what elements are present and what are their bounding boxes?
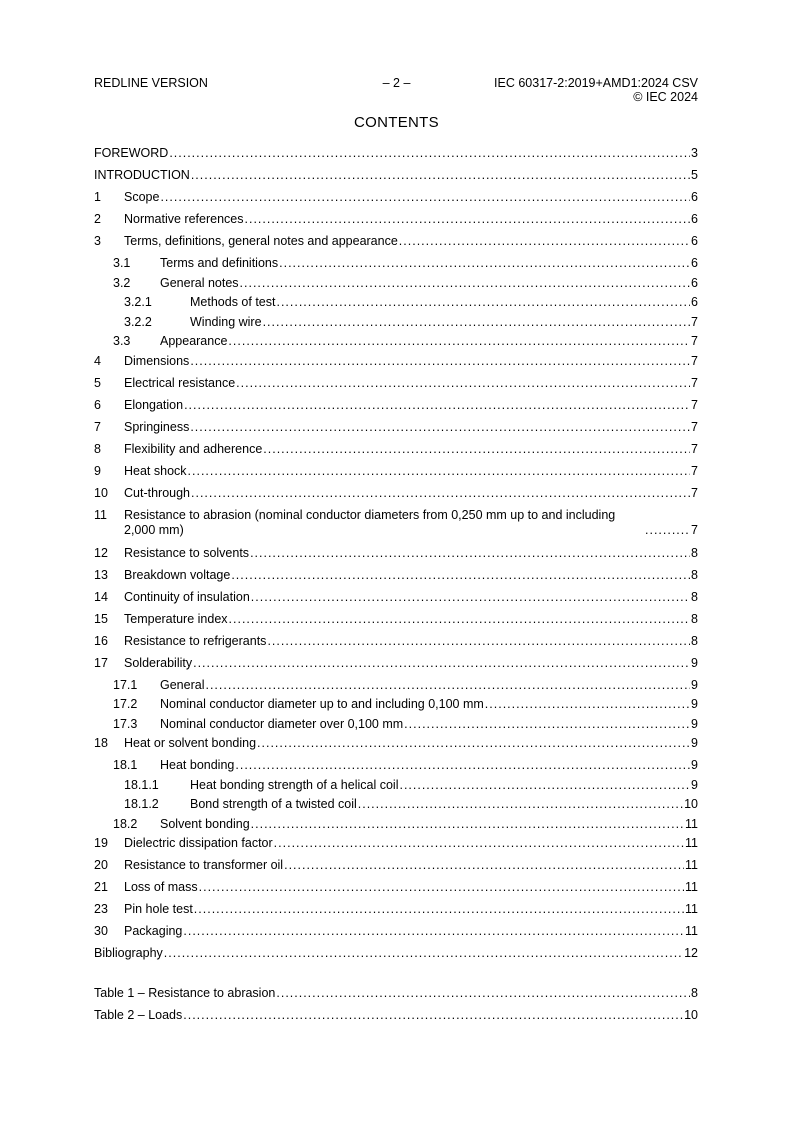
toc-entry-number: 3.2.2 (124, 314, 152, 329)
toc-entry-number: 10 (94, 485, 108, 500)
toc-entry-title: General notes (160, 275, 239, 290)
toc-entry-number: 2 (94, 212, 101, 226)
toc-entry-number: 20 (94, 858, 108, 872)
toc-entry-page: 7 (691, 463, 698, 478)
toc-entry-title: Appearance (160, 334, 228, 348)
toc-entry-title: Nominal conductor diameter up to and including 0,100 mm (160, 697, 484, 711)
toc-entry-page: 7 (691, 375, 698, 390)
toc-entry[interactable] (94, 486, 698, 508)
toc-entry-title: Resistance to abrasion (nominal conductor diameters from 0,250 mm up to and including 2,000 mm) (124, 507, 616, 537)
toc-entry-number: 9 (94, 463, 101, 478)
header-standard-number: IEC 60317-2:2019+AMD1:2024 CSV (494, 76, 698, 90)
toc-entry[interactable] (94, 315, 698, 335)
toc-entry-page: 11 (685, 902, 698, 916)
toc-entry-page: 8 (691, 633, 698, 648)
toc-entry-title: FOREWORD (94, 146, 169, 160)
toc-entry-title: Table 1 – Resistance to abrasion (94, 986, 276, 1000)
toc-entry-number: 12 (94, 545, 108, 560)
toc-entry-number: 21 (94, 880, 108, 894)
toc-entry-number: 17.1 (113, 677, 138, 692)
toc-entry[interactable] (94, 797, 698, 817)
toc-entry-title: Nominal conductor diameter over 0,100 mm (160, 716, 404, 731)
dot-leader (169, 146, 690, 161)
toc-entry-title: Resistance to solvents (124, 545, 250, 560)
toc-entry-number: 18.2 (113, 816, 138, 831)
toc-entry-number: 5 (94, 375, 101, 390)
dot-leader (184, 398, 690, 413)
toc-entry-title: Dimensions (124, 353, 190, 368)
dot-leader (183, 924, 684, 939)
toc-entry[interactable] (94, 276, 698, 296)
toc-entry-page: 11 (685, 858, 698, 872)
toc-entry[interactable] (94, 986, 698, 1008)
dot-leader (645, 523, 690, 538)
dot-leader (263, 442, 690, 457)
toc-entry-page: 9 (691, 716, 698, 731)
toc-entry[interactable] (94, 376, 698, 398)
dot-leader (263, 315, 690, 330)
toc-entry-number: 3 (94, 234, 101, 248)
toc-entry-title: Loss of mass (124, 880, 198, 894)
table-of-contents (94, 146, 698, 1030)
toc-entry-title: Terms, definitions, general notes and appearance (124, 234, 398, 248)
dot-leader (190, 354, 690, 369)
toc-entry-title: Methods of test (190, 295, 276, 309)
toc-entry-number: 16 (94, 633, 108, 648)
toc-entry-title: Bond strength of a twisted coil (190, 797, 357, 811)
dot-leader (164, 946, 683, 961)
dot-leader (194, 902, 684, 917)
toc-entry-title: Resistance to transformer oil (124, 858, 284, 872)
dot-leader (193, 656, 690, 671)
toc-entry-number: 14 (94, 589, 108, 604)
dot-leader (251, 590, 690, 605)
dot-leader (276, 986, 690, 1001)
toc-entry-page: 12 (684, 946, 698, 960)
toc-entry-page: 6 (691, 275, 698, 290)
toc-entry-number: 17.2 (113, 697, 138, 711)
toc-entry-number: 17 (94, 655, 108, 670)
toc-entry-title: Resistance to refrigerants (124, 633, 267, 648)
toc-entry-page: 11 (685, 836, 698, 850)
toc-entry-title: Dielectric dissipation factor (124, 836, 273, 850)
toc-entry-number: 6 (94, 397, 101, 412)
toc-entry[interactable] (94, 508, 698, 546)
dot-leader (236, 376, 690, 391)
toc-entry-page: 9 (691, 777, 698, 792)
dot-leader (485, 697, 690, 712)
toc-entry[interactable] (94, 354, 698, 376)
toc-entry[interactable] (94, 464, 698, 486)
toc-entry[interactable] (94, 256, 698, 276)
toc-entry-page: 11 (685, 880, 698, 894)
toc-entry-page: 11 (685, 816, 698, 831)
toc-entry[interactable] (94, 697, 698, 717)
toc-entry[interactable] (94, 902, 698, 924)
toc-entry-number: 3.2 (113, 275, 131, 290)
toc-entry-title: Packaging (124, 924, 183, 938)
toc-entry-title: Winding wire (190, 314, 262, 329)
toc-entry-page: 7 (691, 334, 698, 348)
dot-leader (399, 778, 690, 793)
toc-entry-page: 7 (691, 485, 698, 500)
dot-leader (190, 420, 690, 435)
toc-entry-number: 11 (94, 507, 107, 522)
toc-entry[interactable] (94, 678, 698, 698)
toc-entry-page: 9 (691, 677, 698, 692)
toc-entry-title: Bibliography (94, 946, 163, 960)
toc-entry-number: 4 (94, 353, 101, 368)
dot-leader (284, 858, 684, 873)
toc-entry-title: Breakdown voltage (124, 567, 231, 582)
toc-entry-number: 7 (94, 419, 101, 434)
dot-leader (257, 736, 690, 751)
toc-entry-number: 23 (94, 902, 108, 916)
header-document-status: REDLINE VERSION (94, 76, 208, 90)
header-copyright: © IEC 2024 (633, 90, 698, 104)
toc-entry[interactable] (94, 295, 698, 315)
dot-leader (267, 634, 690, 649)
dot-leader (231, 568, 690, 583)
toc-entry-title: INTRODUCTION (94, 168, 190, 182)
dot-leader (276, 295, 690, 310)
toc-entry[interactable] (94, 612, 698, 634)
section-spacer (94, 968, 698, 986)
dot-leader (235, 758, 690, 773)
toc-entry-page: 7 (691, 441, 698, 456)
toc-entry-page: 6 (691, 256, 698, 270)
toc-entry-title: Springiness (124, 419, 190, 434)
toc-entry-page: 7 (691, 397, 698, 412)
toc-entry-title: Terms and definitions (160, 256, 279, 270)
dot-leader (199, 880, 684, 895)
toc-entry-number: 18.1.2 (124, 797, 159, 811)
toc-entry-number: 3.2.1 (124, 295, 152, 309)
toc-entry-number: 18.1.1 (124, 777, 159, 792)
page-title: CONTENTS (354, 114, 439, 131)
toc-entry-number: 30 (94, 924, 108, 938)
toc-entry-number: 18.1 (113, 758, 138, 772)
toc-entry-page: 9 (691, 736, 698, 750)
toc-entry[interactable] (94, 946, 698, 968)
header-page-number: – 2 – (382, 76, 411, 90)
toc-entry-title: Temperature index (124, 611, 228, 626)
dot-leader (229, 612, 691, 627)
toc-entry-title: Electrical resistance (124, 375, 236, 390)
toc-entry[interactable] (94, 234, 698, 256)
toc-entry-title: Flexibility and adherence (124, 441, 263, 456)
toc-entry-page: 6 (691, 234, 698, 248)
toc-entry-page: 8 (691, 589, 698, 604)
header-standard-id (494, 76, 698, 104)
toc-entry-title: Scope (124, 190, 160, 204)
toc-entry[interactable] (94, 212, 698, 234)
dot-leader (228, 334, 690, 349)
toc-entry[interactable] (94, 656, 698, 678)
toc-entry[interactable] (94, 334, 698, 354)
dot-leader (191, 168, 690, 183)
dot-leader (250, 546, 690, 561)
toc-entry-page: 3 (691, 146, 698, 160)
dot-leader (191, 486, 690, 501)
toc-entry-page: 10 (684, 797, 698, 811)
toc-entry-number: 8 (94, 441, 101, 456)
toc-entry-number: 1 (94, 190, 101, 204)
toc-entry-number: 18 (94, 736, 108, 750)
toc-entry-number: 15 (94, 611, 108, 626)
toc-entry-page: 7 (691, 419, 698, 434)
toc-entry-page: 8 (691, 986, 698, 1000)
toc-entry[interactable] (94, 1008, 698, 1030)
toc-entry[interactable] (94, 817, 698, 837)
toc-entry-title: Elongation (124, 397, 184, 412)
toc-entry-page: 7 (691, 353, 698, 368)
toc-entry[interactable] (94, 568, 698, 590)
toc-entry[interactable] (94, 546, 698, 568)
dot-leader (399, 234, 690, 249)
toc-entry-page: 8 (691, 567, 698, 582)
toc-entry-page: 6 (691, 212, 698, 226)
toc-entry-title: Cut-through (124, 485, 191, 500)
toc-entry-title: Heat or solvent bonding (124, 736, 257, 750)
toc-entry-page: 10 (684, 1008, 698, 1022)
toc-entry-title: Pin hole test (124, 902, 193, 916)
toc-entry-title: General (160, 677, 205, 692)
toc-entry-number: 13 (94, 567, 108, 582)
toc-entry-number: 3.1 (113, 256, 131, 270)
toc-entry-title: Solderability (124, 655, 193, 670)
toc-entry-page: 8 (691, 611, 698, 626)
toc-entry[interactable] (94, 634, 698, 656)
toc-entry[interactable] (94, 590, 698, 612)
toc-entry[interactable] (94, 717, 698, 737)
toc-entry-page: 9 (691, 655, 698, 670)
toc-entry-page: 9 (691, 697, 698, 711)
toc-entry[interactable] (94, 836, 698, 858)
toc-entry-title: Heat bonding strength of a helical coil (190, 777, 399, 792)
toc-entry[interactable] (94, 924, 698, 946)
toc-entry[interactable] (94, 168, 698, 190)
toc-entry[interactable] (94, 420, 698, 442)
dot-leader (404, 717, 690, 732)
toc-entry-page: 7 (691, 522, 698, 537)
toc-entry[interactable] (94, 880, 698, 902)
toc-entry-page: 6 (691, 295, 698, 309)
toc-entry-title: Table 2 – Loads (94, 1008, 183, 1022)
toc-entry[interactable] (94, 778, 698, 798)
toc-entry-title: Heat shock (124, 463, 187, 478)
toc-entry-page: 5 (691, 168, 698, 182)
toc-entry[interactable] (94, 858, 698, 880)
dot-leader (274, 836, 684, 851)
dot-leader (279, 256, 690, 271)
toc-entry[interactable] (94, 758, 698, 778)
dot-leader (240, 276, 691, 291)
toc-entry-page: 9 (691, 758, 698, 772)
toc-entry[interactable] (94, 398, 698, 420)
toc-entry-page: 6 (691, 190, 698, 204)
toc-entry-title: Solvent bonding (160, 816, 250, 831)
toc-entry-number: 19 (94, 836, 108, 850)
dot-leader (183, 1008, 683, 1023)
toc-entry-title: Heat bonding (160, 758, 235, 772)
dot-leader (358, 797, 683, 812)
toc-entry-number: 17.3 (113, 716, 138, 731)
toc-entry-page: 11 (685, 924, 698, 938)
dot-leader (188, 464, 691, 479)
toc-entry-page: 7 (691, 314, 698, 329)
toc-entry-title: Normative references (124, 212, 244, 226)
dot-leader (251, 817, 684, 832)
dot-leader (205, 678, 690, 693)
toc-entry-number: 3.3 (113, 334, 131, 348)
dot-leader (160, 190, 690, 205)
toc-entry[interactable] (94, 442, 698, 464)
toc-entry-title: Continuity of insulation (124, 589, 250, 604)
toc-entry[interactable] (94, 736, 698, 758)
toc-entry-page: 8 (691, 545, 698, 560)
dot-leader (245, 212, 691, 227)
toc-entry[interactable] (94, 146, 698, 168)
toc-entry[interactable] (94, 190, 698, 212)
